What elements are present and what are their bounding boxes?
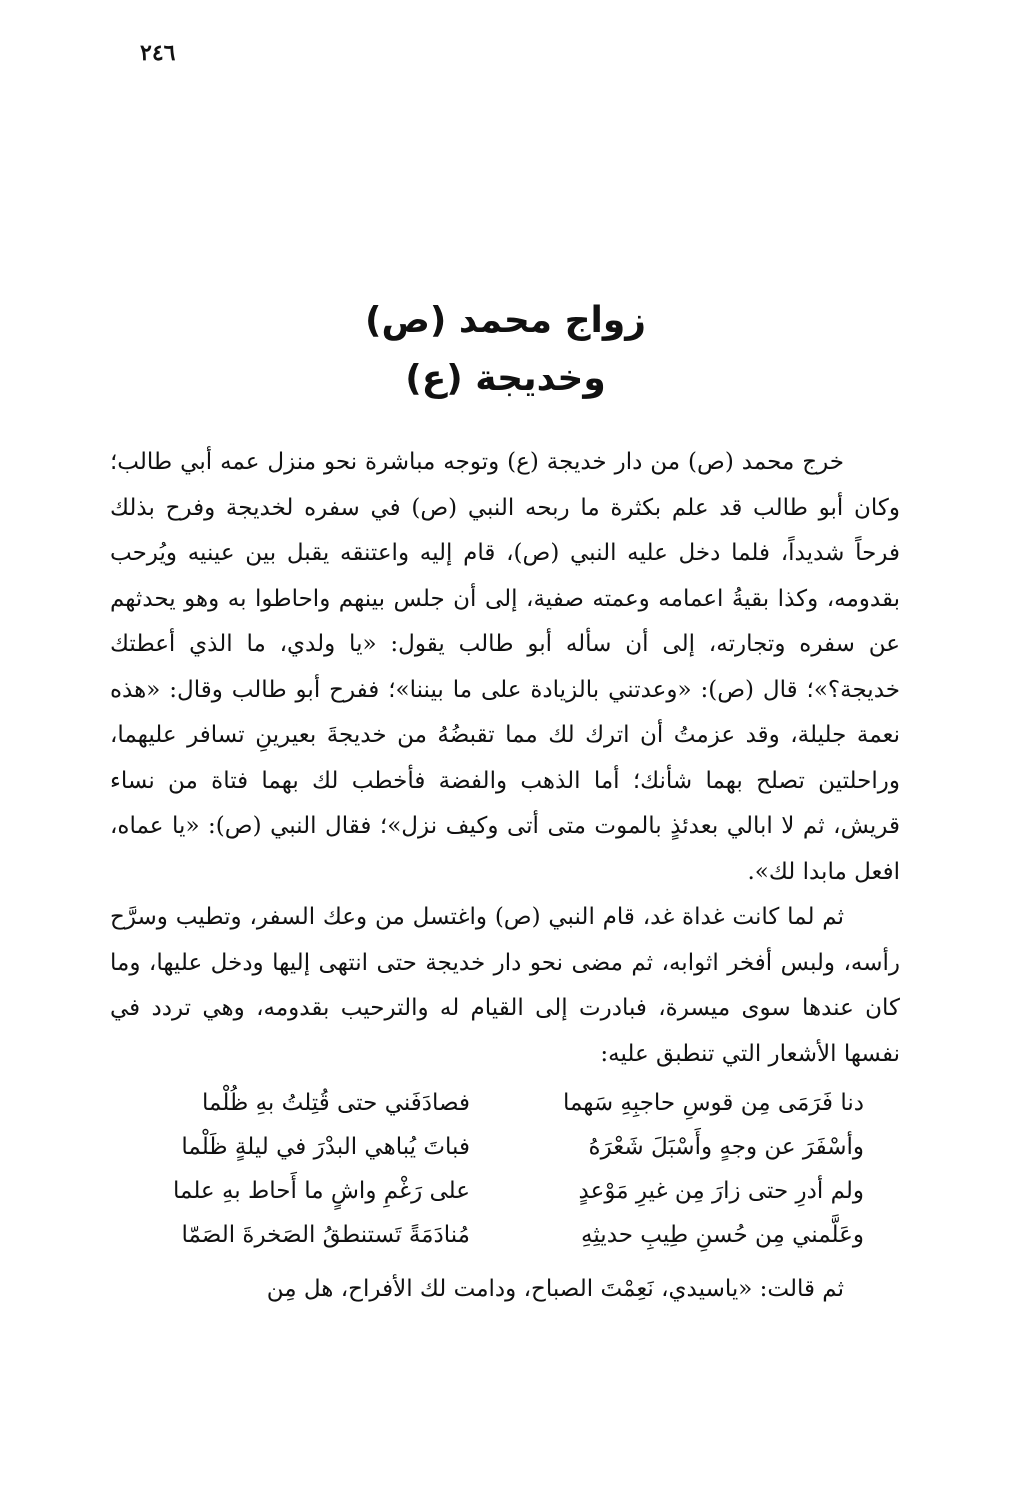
chapter-title (0, 292, 1011, 408)
verse-second-hemistich: فباتَ يُباهي البدْرَ في ليلةٍ ظَلْما (181, 1134, 470, 1160)
verse-first-hemistich: دنا فَرَمَى مِن قوسِ حاجبِهِ سَهما (562, 1090, 864, 1116)
paragraph: خرج محمد (ص) من دار خديجة (ع) وتوجه مباشرة نحو منزل عمه أبي طالب؛ وكان أبو طالب قد علم بكثرة ما ربحه النبي (ص) في سفره لخديجة وفرح بذلك فرحاً شديداً، فلما دخل عليه النبي (ص)، قام إليه واعتنقه يقبل بين عينيه ويُرحب بقدومه، وكذا بقيةُ اعمامه وعمته صفية، إلى أن جلس بينهم واحاطوا به وهو يحدثهم عن سفره وتجارته، إلى أن سأله أبو طالب يقول: «يا ولدي، ما الذي أعطتك خديجة؟»؛ قال (ص): «وعدتني بالزيادة على ما بيننا»؛ ففرح أبو طالب وقال: «هذه نعمة جليلة، وقد عزمتُ أن اترك لك مما تقبضُهُ من خديجةَ بعيرينِ تسافر عليهما، وراحلتين تصلح بهما شأنك؛ أما الذهب والفضة فأخطب لك بهما فتاة من نساء قريش، ثم لا ابالي بعدئذٍ بالموت متى أتى وكيف نزل»؛ فقال النبي (ص): «يا عماه، افعل مابدا لك». (110, 449, 900, 885)
poem-verse (130, 1213, 864, 1257)
verse-first-hemistich: ولم أدرِ حتى زارَ مِن غيرِ مَوْعدٍ (578, 1178, 864, 1204)
verse-first-hemistich: وأسْفَرَ عن وجهٍ وأَسْبَلَ شَعْرَهُ (588, 1134, 864, 1160)
poem (110, 1081, 900, 1257)
poem-verse (130, 1125, 864, 1169)
body-text (110, 440, 900, 1313)
page-number: ٢٤٦ (140, 40, 176, 66)
verse-second-hemistich: على رَغْمِ واشٍ ما أَحاط بهِ علما (173, 1178, 470, 1204)
chapter-title-line-2: وخديجة (ع) (405, 358, 606, 399)
paragraph: ثم قالت: «ياسيدي، نَعِمْتَ الصباح، ودامت لك الأفراح، هل مِن (266, 1276, 844, 1302)
poem-verse (130, 1169, 864, 1213)
verse-second-hemistich: مُنادَمَةً تَستنطقُ الصَخرةَ الصَمّا (181, 1222, 470, 1248)
paragraph: ثم لما كانت غداة غد، قام النبي (ص) واغتسل من وعك السفر، وتطيب وسرَّح رأسه، ولبس أفخر اثوابه، ثم مضى نحو دار خديجة حتى انتهى إليها ودخل عليها، وما كان عندها سوى ميسرة، فبادرت إلى القيام له والترحيب بقدومه، وهي تردد في نفسها الأشعار التي تنطبق عليه: (110, 904, 900, 1067)
poem-verse (130, 1081, 864, 1125)
verse-first-hemistich: وعَلَّمني مِن حُسنِ طِيبِ حديثِهِ (581, 1222, 864, 1248)
verse-second-hemistich: فصادَفَني حتى قُتِلتُ بهِ ظُلْما (202, 1090, 470, 1116)
chapter-title-line-1: زواج محمد (ص) (365, 300, 646, 341)
